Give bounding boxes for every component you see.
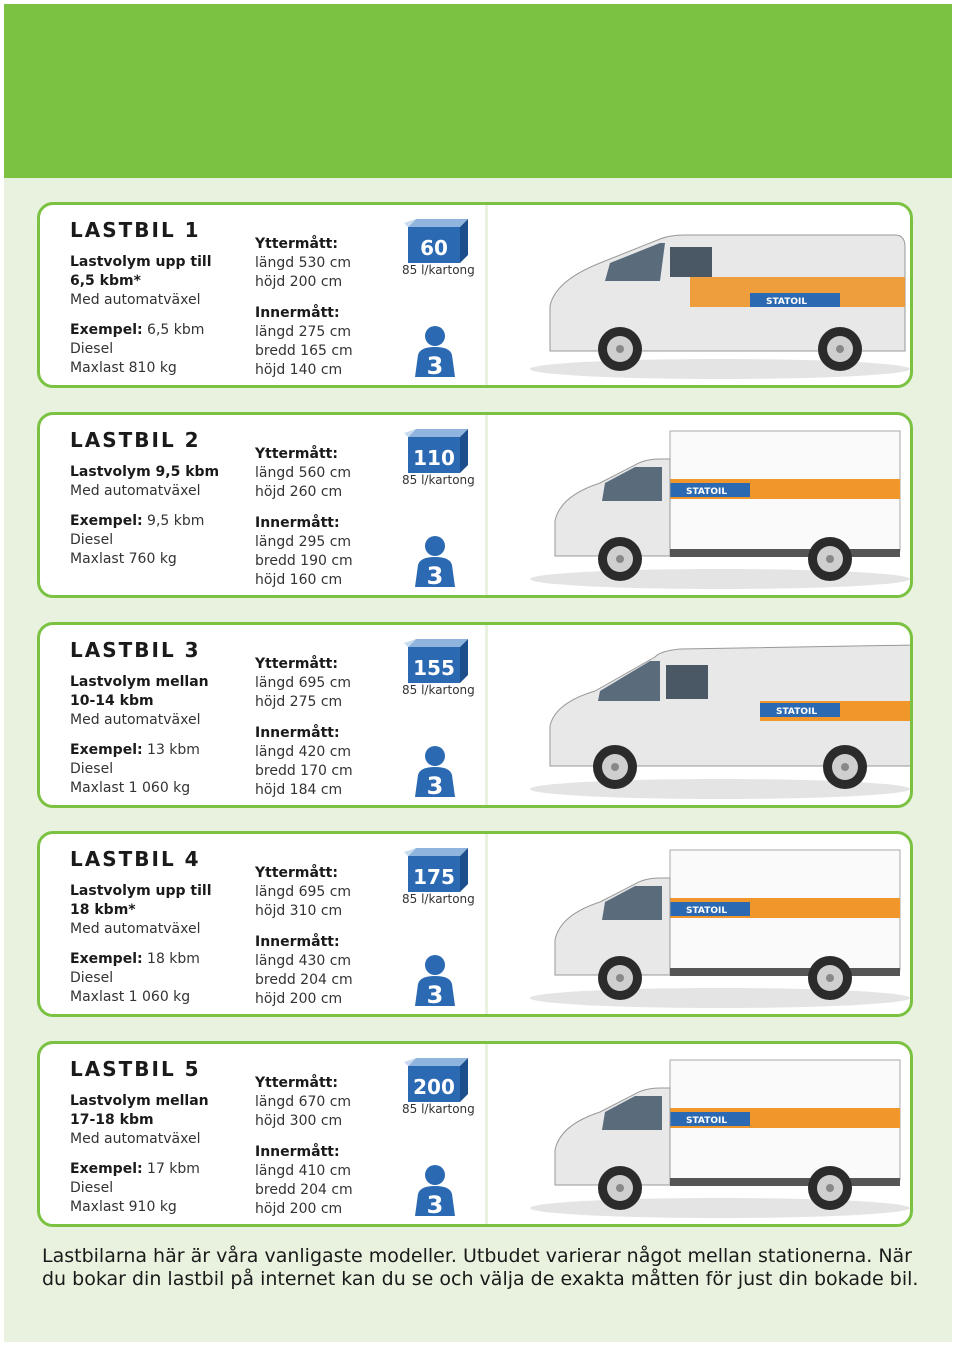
outer-dimensions-label: Yttermått: (255, 656, 338, 672)
outer-height: höjd 275 cm (255, 694, 343, 710)
seat-count: 3 (426, 772, 444, 797)
card-divider (485, 834, 488, 1014)
footer-text: Lastbilarna här är våra vanligaste modeller. Utbudet varierar något mellan stationerna. När du bokar din lastbil på internet kan du se och välja de exakta måtten för just din bokade bil. (42, 1245, 919, 1290)
chassis (670, 1178, 900, 1186)
wheel (598, 956, 642, 1000)
truck-card (37, 1041, 913, 1227)
truck-summary (70, 639, 240, 798)
example-value: 18 kbm (142, 951, 200, 967)
wheel (598, 327, 642, 371)
box-count: 110 (413, 446, 455, 470)
seat-count: 3 (426, 562, 444, 587)
vehicle-illustration (510, 631, 910, 803)
box-lid (408, 848, 468, 856)
outer-length: längd 530 cm (255, 255, 352, 271)
truck-title: LASTBIL 1 (70, 218, 201, 242)
side-window (666, 665, 708, 699)
inner-width: bredd 190 cm (255, 553, 353, 569)
wheel (598, 537, 642, 581)
volume-line-2: 10-14 kbm (70, 693, 154, 709)
inner-length: längd 420 cm (255, 744, 352, 760)
inner-dimensions-label: Innermått: (255, 1144, 340, 1160)
windshield (598, 661, 660, 701)
box-unit-label: 85 l/kartong (402, 892, 475, 906)
wheel (593, 745, 637, 789)
inner-height: höjd 200 cm (255, 991, 343, 1007)
truck-title: LASTBIL 4 (70, 847, 201, 871)
card-divider (485, 205, 488, 385)
fuel-text: Diesel (70, 970, 114, 986)
wheel (598, 1166, 642, 1210)
truck-summary (70, 1058, 240, 1217)
fuel-text: Diesel (70, 532, 114, 548)
logo-text: STATOIL (766, 297, 808, 307)
volume-line-2: 18 kbm* (70, 902, 136, 918)
truck-dimensions (255, 655, 385, 800)
box-lid (408, 219, 468, 227)
side-window (670, 247, 712, 277)
example-line (70, 950, 240, 969)
logo-text: STATOIL (686, 487, 728, 497)
example-label: Exempel: (70, 513, 143, 529)
example-line (70, 1160, 240, 1179)
wheel (823, 745, 867, 789)
box-lid (408, 639, 468, 647)
cab-window (602, 886, 662, 920)
gearbox-text: Med automatväxel (70, 712, 201, 728)
maxload-text: Maxlast 1 060 kg (70, 989, 191, 1005)
gearbox-text: Med automatväxel (70, 292, 201, 308)
truck-title: LASTBIL 3 (70, 638, 201, 662)
maxload-text: Maxlast 810 kg (70, 360, 177, 376)
wheel (808, 956, 852, 1000)
cab-window (602, 1096, 662, 1130)
example-label: Exempel: (70, 1161, 143, 1177)
outer-dimensions-label: Yttermått: (255, 1075, 338, 1091)
card-divider (485, 1044, 488, 1224)
volume-line-1: Lastvolym mellan (70, 674, 209, 690)
example-label: Exempel: (70, 951, 143, 967)
inner-dimensions-label: Innermått: (255, 305, 340, 321)
example-value: 6,5 kbm (142, 322, 205, 338)
truck-card (37, 622, 913, 808)
maxload-text: Maxlast 760 kg (70, 551, 177, 567)
outer-height: höjd 260 cm (255, 484, 343, 500)
card-divider (485, 415, 488, 595)
ground-shadow (530, 988, 910, 1008)
inner-width: bredd 170 cm (255, 763, 353, 779)
example-line (70, 512, 240, 531)
volume-line-2: 6,5 kbm* (70, 273, 141, 289)
ground-shadow (530, 1198, 910, 1218)
maxload-text: Maxlast 910 kg (70, 1199, 177, 1215)
inner-length: längd 430 cm (255, 953, 352, 969)
person-head (425, 955, 445, 975)
inner-height: höjd 184 cm (255, 782, 343, 798)
volume-line-1: Lastvolym upp till (70, 883, 212, 899)
chassis (670, 968, 900, 976)
outer-length: längd 670 cm (255, 1094, 352, 1110)
person-head (425, 746, 445, 766)
chassis (670, 549, 900, 557)
outer-length: längd 560 cm (255, 465, 352, 481)
volume-line-1: Lastvolym 9,5 kbm (70, 464, 220, 480)
truck-summary (70, 429, 240, 569)
outer-height: höjd 300 cm (255, 1113, 343, 1129)
person-icon (410, 745, 460, 797)
box-lid (408, 1058, 468, 1066)
gearbox-text: Med automatväxel (70, 921, 201, 937)
box-lid (408, 429, 468, 437)
outer-length: längd 695 cm (255, 884, 352, 900)
inner-width: bredd 165 cm (255, 343, 353, 359)
person-head (425, 326, 445, 346)
gearbox-text: Med automatväxel (70, 483, 201, 499)
box-count: 155 (413, 656, 455, 680)
example-label: Exempel: (70, 742, 143, 758)
box-icon (402, 1054, 472, 1104)
logo-text: STATOIL (776, 707, 818, 717)
maxload-text: Maxlast 1 060 kg (70, 780, 191, 796)
person-head (425, 536, 445, 556)
inner-height: höjd 140 cm (255, 362, 343, 378)
example-value: 17 kbm (142, 1161, 200, 1177)
vehicle-illustration (510, 211, 910, 383)
example-line (70, 741, 240, 760)
truck-summary (70, 848, 240, 1007)
truck-title: LASTBIL 2 (70, 428, 201, 452)
outer-dimensions-label: Yttermått: (255, 446, 338, 462)
wheel (808, 1166, 852, 1210)
box-unit-label: 85 l/kartong (402, 263, 475, 277)
outer-dimensions-label: Yttermått: (255, 236, 338, 252)
truck-dimensions (255, 1074, 385, 1219)
inner-length: längd 410 cm (255, 1163, 352, 1179)
outer-length: längd 695 cm (255, 675, 352, 691)
fuel-text: Diesel (70, 341, 114, 357)
card-divider (485, 625, 488, 805)
wheel (818, 327, 862, 371)
logo-text: STATOIL (686, 906, 728, 916)
person-icon (410, 1164, 460, 1216)
example-line (70, 321, 240, 340)
box-count: 60 (420, 236, 448, 260)
seat-count: 3 (426, 1191, 444, 1216)
vehicle-illustration (510, 421, 910, 593)
ground-shadow (530, 569, 910, 589)
truck-title: LASTBIL 5 (70, 1057, 201, 1081)
inner-height: höjd 200 cm (255, 1201, 343, 1217)
inner-length: längd 295 cm (255, 534, 352, 550)
person-icon (410, 325, 460, 377)
person-head (425, 1165, 445, 1185)
box-icon (402, 635, 472, 685)
seat-count: 3 (426, 352, 444, 377)
person-icon (410, 535, 460, 587)
gearbox-text: Med automatväxel (70, 1131, 201, 1147)
inner-height: höjd 160 cm (255, 572, 343, 588)
fuel-text: Diesel (70, 761, 114, 777)
logo-text: STATOIL (686, 1116, 728, 1126)
box-icon (402, 425, 472, 475)
box-count: 175 (413, 865, 455, 889)
truck-dimensions (255, 864, 385, 1009)
person-icon (410, 954, 460, 1006)
truck-card (37, 202, 913, 388)
volume-line-1: Lastvolym mellan (70, 1093, 209, 1109)
seat-count: 3 (426, 981, 444, 1006)
box-icon (402, 844, 472, 894)
header-banner (4, 4, 952, 178)
vehicle-illustration (510, 1050, 910, 1222)
inner-width: bredd 204 cm (255, 972, 353, 988)
example-value: 13 kbm (142, 742, 200, 758)
box-unit-label: 85 l/kartong (402, 683, 475, 697)
inner-dimensions-label: Innermått: (255, 515, 340, 531)
outer-height: höjd 200 cm (255, 274, 343, 290)
box-unit-label: 85 l/kartong (402, 473, 475, 487)
truck-card (37, 831, 913, 1017)
fuel-text: Diesel (70, 1180, 114, 1196)
volume-line-1: Lastvolym upp till (70, 254, 212, 270)
truck-dimensions (255, 445, 385, 590)
outer-dimensions-label: Yttermått: (255, 865, 338, 881)
volume-line-2: 17-18 kbm (70, 1112, 154, 1128)
box-icon (402, 215, 472, 265)
inner-dimensions-label: Innermått: (255, 934, 340, 950)
cab-window (602, 467, 662, 501)
truck-card (37, 412, 913, 598)
example-label: Exempel: (70, 322, 143, 338)
example-value: 9,5 kbm (142, 513, 205, 529)
inner-width: bredd 204 cm (255, 1182, 353, 1198)
outer-height: höjd 310 cm (255, 903, 343, 919)
box-count: 200 (413, 1075, 455, 1099)
inner-dimensions-label: Innermått: (255, 725, 340, 741)
vehicle-illustration (510, 840, 910, 1012)
box-unit-label: 85 l/kartong (402, 1102, 475, 1116)
truck-summary (70, 219, 240, 378)
truck-dimensions (255, 235, 385, 380)
inner-length: längd 275 cm (255, 324, 352, 340)
wheel (808, 537, 852, 581)
